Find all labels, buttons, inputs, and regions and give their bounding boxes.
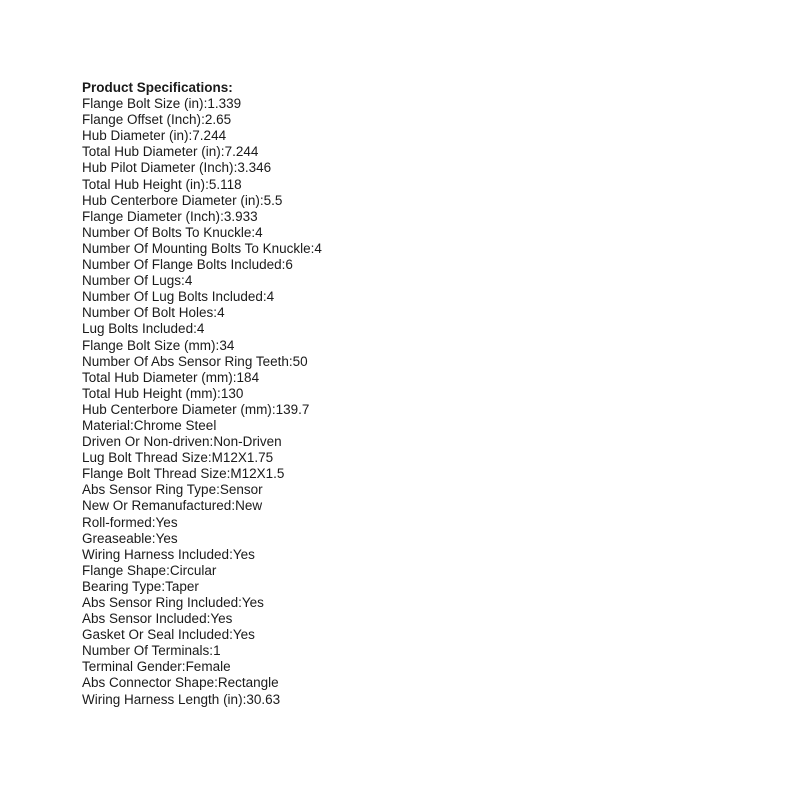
spec-separator: : <box>231 498 236 514</box>
spec-label: Abs Sensor Ring Type <box>82 482 217 498</box>
spec-separator: : <box>213 305 218 321</box>
spec-value: Taper <box>165 578 199 594</box>
spec-label: New Or Remanufactured <box>82 498 232 514</box>
spec-label: Greaseable <box>82 530 152 546</box>
spec-value: Non-Driven <box>213 434 282 450</box>
spec-label: Number Of Abs Sensor Ring Teeth <box>82 353 289 369</box>
spec-label: Abs Sensor Ring Included <box>82 595 239 610</box>
spec-label: Wiring Harness Included <box>82 546 230 562</box>
spec-label: Driven Or Non-driven <box>82 434 210 450</box>
spec-separator: : <box>220 144 225 160</box>
spec-separator: : <box>229 627 233 643</box>
spec-row <box>82 547 322 563</box>
spec-separator: : <box>130 417 134 433</box>
spec-label: Total Hub Diameter (in) <box>82 144 221 160</box>
spec-separator: : <box>216 482 220 498</box>
spec-label: Number Of Bolts To Knuckle <box>82 224 252 240</box>
spec-value: 4 <box>314 240 322 256</box>
spec-label: Flange Bolt Size (in) <box>82 96 204 112</box>
spec-list <box>82 96 322 708</box>
spec-value: 1.339 <box>207 96 242 112</box>
spec-row <box>82 450 322 466</box>
spec-separator: : <box>151 530 156 546</box>
spec-label: Flange Bolt Thread Size <box>82 466 227 482</box>
spec-value: 2.65 <box>204 112 232 128</box>
spec-value: Female <box>185 659 231 675</box>
spec-row <box>82 193 322 209</box>
spec-value: M12X1.75 <box>211 450 274 466</box>
spec-value: 139.7 <box>275 401 310 417</box>
spec-value: 30.63 <box>246 691 281 707</box>
spec-label: Total Hub Height (in) <box>82 176 206 192</box>
spec-value: Yes <box>232 627 255 643</box>
spec-row <box>82 579 322 595</box>
spec-row <box>82 466 322 482</box>
spec-row <box>82 563 322 579</box>
spec-label: Number Of Lugs <box>82 273 182 289</box>
spec-value: 4 <box>266 289 275 305</box>
spec-separator: : <box>214 675 218 691</box>
spec-label: Terminal Gender <box>82 659 182 675</box>
spec-label: Number Of Mounting Bolts To Knuckle <box>82 240 311 256</box>
spec-row <box>82 370 322 386</box>
spec-separator: : <box>217 385 221 401</box>
spec-row <box>82 321 322 337</box>
spec-label: Flange Bolt Size (mm) <box>82 337 216 353</box>
spec-row <box>82 531 322 547</box>
spec-row <box>82 692 322 708</box>
spec-label: Wiring Harness Length (in) <box>82 691 243 707</box>
spec-value: 1 <box>213 643 221 659</box>
spec-label: Total Hub Height (mm) <box>82 385 218 401</box>
spec-value: 5.5 <box>263 192 283 208</box>
spec-row <box>82 643 322 659</box>
spec-label: Number Of Terminals <box>82 643 210 659</box>
spec-row <box>82 386 322 402</box>
spec-separator: : <box>207 450 212 466</box>
spec-label: Abs Sensor Included <box>82 611 207 627</box>
section-title: Product Specifications: <box>82 80 233 95</box>
spec-label: Flange Offset (Inch) <box>82 112 202 128</box>
spec-label: Hub Pilot Diameter (Inch) <box>82 160 234 176</box>
spec-row <box>82 257 322 273</box>
spec-row <box>82 498 322 514</box>
spec-separator: : <box>288 353 293 369</box>
spec-value: Chrome Steel <box>133 417 217 433</box>
spec-separator: : <box>242 691 247 707</box>
spec-row <box>82 354 322 370</box>
spec-separator: : <box>220 208 224 224</box>
spec-label: Material <box>82 417 131 433</box>
spec-label: Lug Bolt Thread Size <box>82 450 208 466</box>
spec-value: 7.244 <box>224 144 259 160</box>
spec-row <box>82 209 322 225</box>
spec-label: Number Of Bolt Holes <box>82 305 214 321</box>
spec-separator: : <box>281 257 286 273</box>
spec-separator: : <box>215 337 220 353</box>
spec-row <box>82 402 322 418</box>
spec-value: 50 <box>292 353 308 369</box>
spec-label: Number Of Lug Bolts Included <box>82 289 263 305</box>
spec-separator: : <box>251 224 256 240</box>
spec-label: Flange Diameter (Inch) <box>82 208 221 224</box>
spec-separator: : <box>209 643 214 659</box>
spec-value: Rectangle <box>217 675 279 691</box>
spec-separator: : <box>181 659 186 675</box>
spec-row <box>82 627 322 643</box>
spec-value: 184 <box>236 369 260 385</box>
spec-value: Yes <box>155 514 178 530</box>
spec-value: Circular <box>169 562 217 578</box>
spec-separator: : <box>262 289 267 305</box>
spec-separator: : <box>238 595 242 610</box>
spec-label: Hub Diameter (in) <box>82 128 189 144</box>
spec-row <box>82 515 322 531</box>
spec-label: Abs Connector Shape <box>82 675 215 691</box>
spec-label: Hub Centerbore Diameter (in) <box>82 192 260 208</box>
spec-value: 4 <box>196 321 205 337</box>
spec-separator: : <box>205 176 209 192</box>
spec-separator: : <box>206 611 211 627</box>
spec-row <box>82 434 322 450</box>
spec-value: 3.933 <box>223 208 258 224</box>
spec-value: 4 <box>217 305 225 321</box>
spec-row <box>82 96 322 112</box>
spec-label: Lug Bolts Included <box>82 321 194 337</box>
spec-row <box>82 305 322 321</box>
product-specifications-panel <box>82 80 322 708</box>
spec-separator: : <box>201 112 205 128</box>
spec-value: Yes <box>155 530 178 546</box>
spec-value: 7.244 <box>192 128 227 144</box>
spec-separator: : <box>226 466 231 482</box>
spec-separator: : <box>232 369 237 385</box>
spec-separator: : <box>229 546 233 562</box>
spec-value: Yes <box>241 595 264 610</box>
spec-value: 5.118 <box>208 176 242 192</box>
spec-label: Flange Shape <box>82 562 167 578</box>
spec-row <box>82 675 322 691</box>
spec-separator: : <box>166 562 170 578</box>
spec-value: 6 <box>285 257 293 273</box>
spec-label: Number Of Flange Bolts Included <box>82 257 282 273</box>
spec-value: M12X1.5 <box>230 466 285 482</box>
spec-value: Sensor <box>219 482 263 498</box>
spec-row <box>82 595 322 611</box>
spec-value: Yes <box>232 546 255 562</box>
spec-value: 34 <box>219 337 235 353</box>
spec-row <box>82 241 322 257</box>
spec-row <box>82 112 322 128</box>
spec-value: 4 <box>255 224 263 240</box>
spec-row <box>82 611 322 627</box>
spec-row <box>82 144 322 160</box>
spec-separator: : <box>209 434 214 450</box>
spec-label: Bearing Type <box>82 578 162 594</box>
spec-row <box>82 225 322 241</box>
spec-separator: : <box>181 273 185 289</box>
spec-separator: : <box>161 578 166 594</box>
spec-row <box>82 160 322 176</box>
spec-separator: : <box>310 240 315 256</box>
spec-row <box>82 177 322 193</box>
spec-separator: : <box>188 128 193 144</box>
spec-row <box>82 338 322 354</box>
spec-value: 3.346 <box>237 160 272 176</box>
spec-label: Total Hub Diameter (mm) <box>82 369 233 385</box>
spec-row <box>82 273 322 289</box>
spec-label: Hub Centerbore Diameter (mm) <box>82 401 272 417</box>
spec-value: New <box>235 498 263 514</box>
spec-row <box>82 482 322 498</box>
spec-value: 4 <box>184 273 193 289</box>
spec-value: Yes <box>210 611 233 627</box>
spec-separator: : <box>271 401 276 417</box>
spec-row <box>82 659 322 675</box>
spec-value: 130 <box>220 385 244 401</box>
spec-row <box>82 128 322 144</box>
spec-label: Roll-formed <box>82 514 152 530</box>
spec-separator: : <box>233 160 238 176</box>
spec-separator: : <box>151 514 156 530</box>
spec-separator: : <box>203 96 208 112</box>
spec-row <box>82 289 322 305</box>
spec-label: Gasket Or Seal Included <box>82 627 230 643</box>
spec-separator: : <box>193 321 197 337</box>
spec-separator: : <box>259 192 264 208</box>
spec-row <box>82 418 322 434</box>
